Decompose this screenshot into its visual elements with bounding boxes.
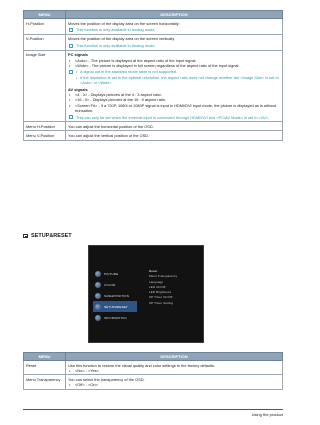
menu-column-header: MENU (24, 11, 66, 19)
list-item: • <Wide> - The picture is displayed in full screen regardless of the aspect ratio of the input signal. (68, 63, 280, 68)
osd-menu-item-picture (93, 268, 137, 279)
osd-menu-item-color (93, 279, 137, 290)
osd-menu-item-setup-reset (93, 301, 137, 312)
menu-name: H-Position (24, 19, 66, 35)
note-icon (69, 70, 73, 74)
picture-icon (95, 271, 101, 277)
menu-description (66, 19, 283, 35)
section-heading (23, 233, 72, 239)
description-column-header: DESCRIPTION (66, 11, 283, 19)
note-item: • If the resolution is set to the optimal resolution, the aspect ratio does not change whether the <Image Size> is set to <Auto> or <Wide>. (76, 75, 280, 85)
menu-description: You can adjust the horizontal position of the OSD. (66, 122, 283, 131)
table-header-row (24, 353, 283, 361)
pc-signals-heading: PC signals (68, 52, 88, 58)
osd-submenu-item: Off Timer Setting (149, 300, 174, 305)
table-row-menu-h-position (24, 122, 283, 131)
table-row-menu-transparency (24, 375, 283, 389)
menu-name: Menu H-Position (24, 122, 66, 131)
options-list (68, 382, 280, 387)
menu-column-header: MENU (24, 353, 66, 361)
av-signals-list (68, 92, 280, 113)
menu-description (66, 34, 283, 50)
osd-screenshot (88, 245, 204, 343)
setup-reset-table (23, 352, 283, 390)
osd-submenu (149, 269, 203, 306)
description-text: Moves the position of the display area on the screen vertically. (68, 36, 175, 42)
list-item: • <Off> - <On> (68, 382, 280, 387)
osd-submenu-item: LED On/Off (149, 284, 166, 289)
note-icon (69, 115, 73, 119)
osd-menu-label: COLOR (104, 282, 116, 287)
menu-name: Reset (24, 361, 66, 375)
size-position-table (23, 10, 283, 141)
list-item: • <No> - <Yes> (68, 368, 280, 373)
list-item: • <4 : 3> - Displays pictures at the 4 : 3 aspect ratio. (68, 92, 280, 97)
note (68, 27, 280, 32)
table-row-reset (24, 361, 283, 375)
section-title: SETUP&RESET (31, 233, 72, 239)
description-text: Use this function to restore the visual quality and color settings to the factory defaults. (68, 362, 216, 368)
osd-settings-page (23, 10, 283, 141)
description-text: Moves the position of the display area on the screen horizontally. (68, 20, 180, 26)
table-row-h-position (24, 19, 283, 35)
osd-submenu-item: Off Timer On/Off (149, 295, 173, 300)
osd-submenu-item: Language (149, 279, 164, 284)
list-item: • <Screen Fit> - If a 720P, 1080i or 1080P signal is input in HDMI/DVI input mode, the picture is displayed as is without truncation. (68, 103, 280, 113)
osd-submenu-item: Menu Transparency (149, 274, 178, 279)
menu-name: V-Position (24, 34, 66, 50)
size-position-icon (95, 293, 101, 299)
color-icon (95, 282, 101, 288)
menu-description (66, 375, 283, 389)
osd-menu-label: SETUP&RESET (104, 304, 128, 309)
note-icon (69, 28, 73, 32)
menu-description (66, 361, 283, 375)
list-item: • <Auto> - The picture is displayed at the aspect ratio of the input signal. (68, 58, 280, 63)
information-icon (95, 315, 101, 321)
osd-menu-label: INFORMATION (104, 315, 127, 320)
osd-menu-item-information (93, 312, 137, 323)
menu-name: Menu V-Position (24, 131, 66, 140)
pc-signals-list (68, 58, 280, 68)
osd-menu-label: PICTURE (104, 271, 119, 276)
list-item: • <16 : 9> - Displays pictures at the 16 : 9 aspect ratio. (68, 97, 280, 102)
note-text: This can only be set when the external input is connected through HDMI/DVI and <PC/AV Mode> is set to <AV>. (76, 114, 270, 120)
menu-description: You can adjust the vertical position of the OSD. (66, 131, 283, 140)
note (68, 115, 280, 120)
osd-submenu-item: LED Brightness (149, 290, 172, 295)
table-row-menu-v-position (24, 131, 283, 140)
setup-reset-table-wrap (23, 352, 283, 390)
osd-menu-item-size-position (93, 290, 137, 301)
av-signals-heading: AV signals (68, 87, 88, 93)
osd-menu-label: SIZE&POSITION (104, 293, 130, 298)
osd-submenu-item: Reset (149, 269, 158, 273)
note-text: This function is only available in Analog mode. (76, 27, 156, 33)
note-icon (69, 44, 73, 48)
description-column-header: DESCRIPTION (66, 353, 283, 361)
note-item: • A signal not in the standard mode table is not supported. (76, 69, 280, 74)
menu-description (66, 50, 283, 121)
description-text: You can select the transparency of the OSD. (68, 376, 145, 382)
table-header-row (24, 11, 283, 19)
page-footer: Using the product (23, 409, 283, 417)
table-row-v-position (24, 34, 283, 50)
monitor-icon (23, 234, 28, 238)
menu-name: Menu Transparency (24, 375, 66, 389)
menu-name: Image Size (24, 50, 66, 121)
table-row-image-size (24, 50, 283, 121)
note (68, 43, 280, 48)
note-list (76, 69, 280, 85)
setup-icon (95, 304, 101, 310)
note-text: This function is only available in Analog mode. (76, 43, 156, 49)
note (68, 69, 280, 85)
options-list (68, 368, 280, 373)
osd-main-menu (93, 268, 137, 323)
